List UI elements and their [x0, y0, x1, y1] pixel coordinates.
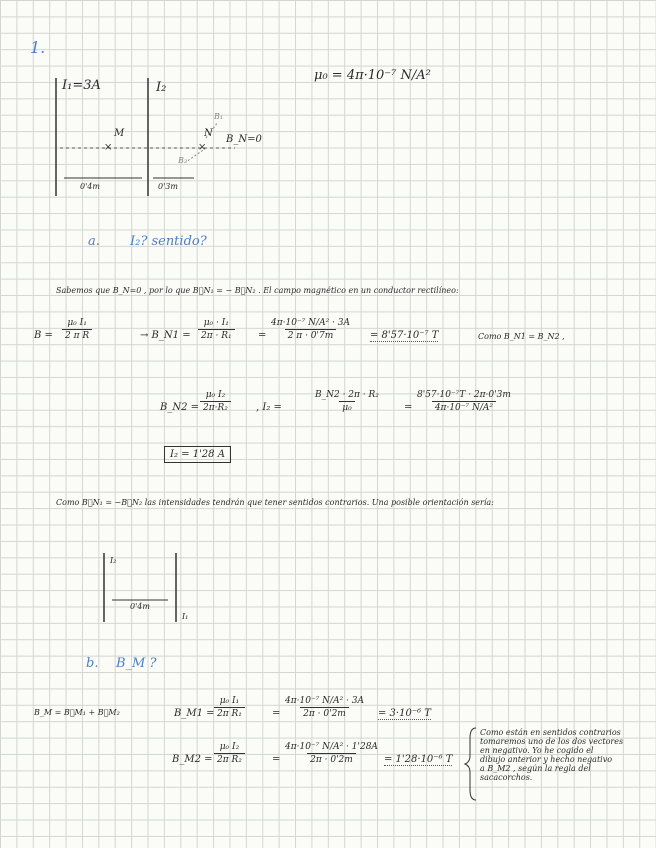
- equals-sign-4: =: [272, 754, 281, 765]
- b-formula-lhs: B =: [34, 330, 53, 341]
- i2-fraction: [312, 390, 382, 413]
- bm1-den: 2π R₁: [214, 707, 245, 719]
- bm2-value-num: 4π·10⁻⁷ N/A² · 1'28A: [285, 742, 378, 752]
- i2-value-num: 8'57·10⁻⁷T · 2π·0'3m: [417, 390, 511, 400]
- bn2-den: 2π·R₂: [200, 401, 231, 413]
- b2-vector-label: B₂: [178, 156, 188, 165]
- part-a-letter: a.: [88, 234, 100, 249]
- bn-zero-label: B_N=0: [226, 134, 262, 145]
- sketch-distance: 0'4m: [130, 602, 150, 611]
- point-m-marker: ×: [104, 142, 113, 153]
- i2-value-fraction: [414, 390, 514, 413]
- equals-sign-1: =: [258, 330, 267, 341]
- sketch-i1-label: I₁: [182, 612, 189, 621]
- bm1-num: μ₀ I₁: [219, 696, 240, 706]
- note-line: en negativo. Yo he cogido el: [480, 746, 594, 755]
- bn1-fraction: [198, 318, 235, 341]
- bm2-value-fraction: [282, 742, 381, 765]
- point-m-label: M: [114, 128, 125, 139]
- i2-lhs: , I₂ =: [256, 402, 282, 413]
- note-line: dibujo anterior y hecho negativo: [480, 755, 613, 764]
- part-a-intro: Sabemos que B_N=0 , por lo que B⃗N₁ = − B⃗N₂ . El campo magnético en un conductor rectilíneo:: [56, 286, 459, 295]
- bm2-result: = 1'28·10⁻⁶ T: [384, 754, 453, 765]
- i2-num: B_N2 · 2π · R₂: [315, 390, 379, 400]
- problem-number: 1.: [30, 38, 46, 57]
- part-b-letter: b.: [86, 656, 99, 671]
- bn1-lhs: → B_N1 =: [140, 330, 191, 341]
- equals-sign-3: =: [272, 708, 281, 719]
- bn1-note: Como B_N1 = B_N2 ,: [478, 332, 565, 341]
- bm2-fraction: [214, 742, 245, 765]
- note-line: a B_M2 , según la regla del: [480, 764, 591, 773]
- i2-label: I₂: [156, 80, 167, 95]
- bn1-num: μ₀ · I₁: [203, 318, 229, 328]
- mu0-constant: μ₀ = 4π·10⁻⁷ N/A²: [314, 68, 431, 83]
- bn1-den: 2π · R₁: [198, 329, 235, 341]
- bm1-value-fraction: [282, 696, 367, 719]
- b1-vector-label: B₁: [214, 112, 224, 121]
- bm2-value-den: 2π · 0'2m: [307, 753, 356, 765]
- note-line: tomaremos uno de los dos vectores: [480, 737, 624, 746]
- bn2-fraction: [200, 390, 231, 413]
- bm-sum: B_M = B⃗M₁ + B⃗M₂: [34, 708, 120, 717]
- bm1-value-num: 4π·10⁻⁷ N/A² · 3A: [285, 696, 364, 706]
- equals-sign-2: =: [404, 402, 413, 413]
- bn2-num: μ₀ I₂: [205, 390, 226, 400]
- note-line: Como están en sentidos contrarios: [480, 728, 621, 737]
- i2-value-den: 4π·10⁻⁷ N/A²: [432, 401, 496, 413]
- bm2-den: 2π R₂: [214, 753, 245, 765]
- b-formula-fraction: [62, 318, 92, 341]
- note-line: sacacorchos.: [480, 773, 533, 782]
- distance-2: 0'3m: [158, 182, 178, 191]
- bn2-lhs: B_N2 =: [160, 402, 200, 413]
- b-formula-den: 2 π R: [62, 329, 92, 341]
- bn1-result: = 8'57·10⁻⁷ T: [370, 330, 439, 341]
- b-formula-num: μ₀ I₁: [67, 318, 87, 328]
- bm2-lhs: B_M2 =: [172, 754, 213, 765]
- bm1-lhs: B_M1 =: [174, 708, 215, 719]
- distance-1: 0'4m: [80, 182, 100, 191]
- direction-text: Como B⃗N₁ = −B⃗N₂ las intensidades tendrán que tener sentidos contrarios. Una posible orientación sería:: [56, 498, 494, 507]
- bm1-result: = 3·10⁻⁶ T: [378, 708, 431, 719]
- point-n-label: N: [204, 128, 213, 139]
- bn1-value-den: 2 π · 0'7m: [285, 329, 337, 341]
- bm2-num: μ₀ I₂: [219, 742, 240, 752]
- i2-den: μ₀: [339, 401, 354, 413]
- i2-answer-box: I₂ = 1'28 A: [164, 446, 231, 463]
- bm1-value-den: 2π · 0'2m: [300, 707, 349, 719]
- sketch-i2-label: I₂: [110, 556, 117, 565]
- part-b-heading: B_M ?: [116, 656, 157, 671]
- point-n-marker: ×: [198, 142, 207, 153]
- bn1-value-fraction: [268, 318, 353, 341]
- i1-label: I₁=3A: [62, 78, 101, 93]
- bm1-fraction: [214, 696, 245, 719]
- side-note: [480, 728, 623, 782]
- part-a-heading: I₂? sentido?: [130, 234, 207, 249]
- bn1-value-num: 4π·10⁻⁷ N/A² · 3A: [271, 318, 350, 328]
